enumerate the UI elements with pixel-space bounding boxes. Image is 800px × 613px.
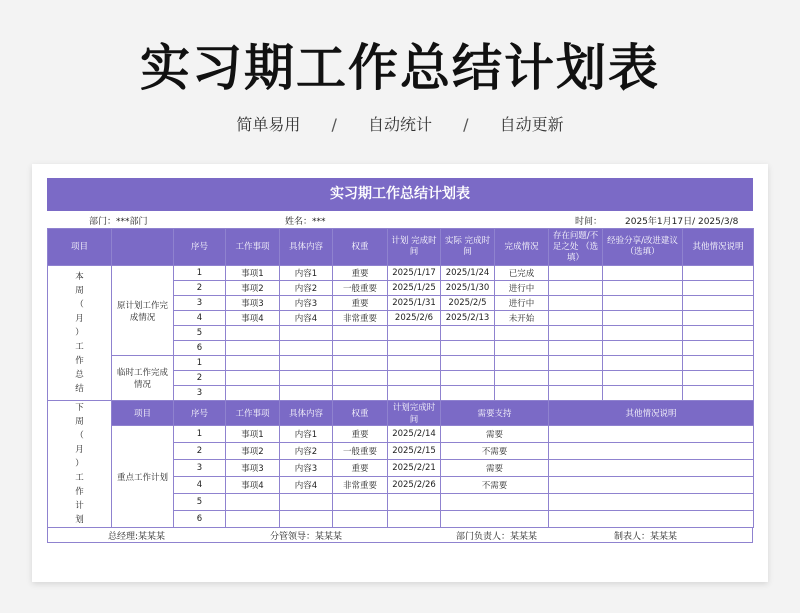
table-cell[interactable]: 2025/2/26 — [388, 477, 441, 494]
table-cell[interactable] — [333, 356, 388, 371]
table-cell[interactable] — [603, 356, 683, 371]
table-cell[interactable] — [441, 494, 549, 511]
table-cell[interactable] — [441, 356, 495, 371]
table-cell[interactable] — [333, 511, 388, 528]
table-cell[interactable]: 1 — [174, 266, 226, 281]
header-cell: 需要支持 — [441, 401, 549, 426]
header-cell: 具体内容 — [280, 229, 333, 266]
key-work-group: 重点工作计划 — [112, 426, 174, 528]
table-cell[interactable] — [441, 386, 495, 401]
table-cell[interactable]: 2025/2/5 — [441, 296, 495, 311]
table-cell[interactable]: 内容1 — [280, 266, 333, 281]
table-cell[interactable] — [280, 341, 333, 356]
table-cell[interactable] — [280, 494, 333, 511]
table-cell[interactable]: 事项1 — [226, 266, 280, 281]
table-cell[interactable] — [549, 341, 603, 356]
table-cell[interactable] — [549, 266, 603, 281]
table-row — [48, 266, 754, 281]
table-cell[interactable] — [603, 386, 683, 401]
table-cell[interactable]: 内容3 — [280, 460, 333, 477]
table-cell[interactable] — [388, 511, 441, 528]
table-cell[interactable] — [333, 386, 388, 401]
table-cell[interactable]: 2025/1/30 — [441, 281, 495, 296]
table-cell[interactable] — [388, 494, 441, 511]
table-cell[interactable]: 已完成 — [495, 266, 549, 281]
header-cell: 经验分享/改进建议 （选填） — [603, 229, 683, 266]
table-cell[interactable] — [226, 494, 280, 511]
header-cell: 完成情况 — [495, 229, 549, 266]
header-cell: 项目 — [112, 401, 174, 426]
table-cell[interactable] — [226, 356, 280, 371]
table-cell[interactable]: 内容1 — [280, 426, 333, 443]
header-row — [48, 229, 754, 266]
table-cell[interactable] — [495, 356, 549, 371]
header-cell: 其他情况说明 — [549, 401, 754, 426]
table-cell[interactable]: 需要 — [441, 426, 549, 443]
header-cell: 其他情况说明 — [683, 229, 754, 266]
table-cell[interactable] — [549, 477, 754, 494]
name-field[interactable]: 姓名：*** — [285, 217, 326, 227]
table-cell[interactable]: 事项2 — [226, 281, 280, 296]
table-cell[interactable] — [280, 326, 333, 341]
table-cell[interactable] — [603, 371, 683, 386]
header-cell: 计划 完成时间 — [388, 229, 441, 266]
table-cell[interactable] — [683, 371, 754, 386]
table-cell[interactable]: 5 — [174, 326, 226, 341]
header-cell: 实际 完成时间 — [441, 229, 495, 266]
header-cell: 存在问题/不 足之处 （选填） — [549, 229, 603, 266]
table-cell[interactable] — [549, 511, 754, 528]
table-cell[interactable]: 未开始 — [495, 311, 549, 326]
subtitle — [0, 112, 800, 135]
table-cell[interactable]: 进行中 — [495, 281, 549, 296]
sheet-title[interactable]: 实习期工作总结计划表 — [47, 178, 753, 211]
table-cell[interactable] — [683, 266, 754, 281]
table-cell[interactable] — [549, 326, 603, 341]
table-cell[interactable] — [333, 326, 388, 341]
subtitle-separator: / — [463, 115, 469, 134]
table-cell[interactable] — [549, 281, 603, 296]
header-cell: 序号 — [174, 229, 226, 266]
sheet-card — [32, 164, 768, 582]
table-cell[interactable]: 1 — [174, 356, 226, 371]
table-cell[interactable]: 3 — [174, 460, 226, 477]
time-label: 时间： — [575, 217, 603, 227]
table-cell[interactable] — [388, 386, 441, 401]
table-cell[interactable]: 2025/2/15 — [388, 443, 441, 460]
table-cell[interactable]: 事项4 — [226, 477, 280, 494]
this-week-label: 本 周 （ 月 ） 工 作 总 结 — [48, 266, 112, 401]
table-cell[interactable] — [683, 386, 754, 401]
table-cell[interactable]: 事项1 — [226, 426, 280, 443]
header-cell: 计划完成时间 — [388, 401, 441, 426]
table-cell[interactable]: 不需要 — [441, 477, 549, 494]
table-cell[interactable] — [280, 386, 333, 401]
table-cell[interactable]: 2025/2/21 — [388, 460, 441, 477]
table-cell[interactable]: 重要 — [333, 426, 388, 443]
table-cell[interactable]: 2025/2/13 — [441, 311, 495, 326]
subtitle-auto-stats: 自动统计 — [367, 115, 432, 134]
table-cell[interactable] — [280, 371, 333, 386]
table-cell[interactable] — [603, 311, 683, 326]
dept-head-signature[interactable]: 部门负责人：某某某 — [456, 532, 538, 542]
table-cell[interactable]: 事项4 — [226, 311, 280, 326]
table-cell[interactable] — [549, 426, 754, 443]
header-cell: 工作事项 — [226, 229, 280, 266]
table-cell[interactable] — [333, 371, 388, 386]
table-cell[interactable]: 内容4 — [280, 311, 333, 326]
table-cell[interactable] — [280, 356, 333, 371]
table-cell[interactable] — [226, 341, 280, 356]
table-cell[interactable]: 4 — [174, 311, 226, 326]
table-cell[interactable] — [603, 296, 683, 311]
leader-signature[interactable]: 分管领导：某某某 — [270, 532, 343, 542]
table-cell[interactable] — [549, 296, 603, 311]
table-cell[interactable] — [549, 356, 603, 371]
table-cell[interactable]: 3 — [174, 296, 226, 311]
table-cell[interactable]: 重要 — [333, 296, 388, 311]
table-cell[interactable]: 内容2 — [280, 281, 333, 296]
table-cell[interactable]: 2025/1/24 — [441, 266, 495, 281]
table-cell[interactable] — [441, 371, 495, 386]
table-cell[interactable]: 5 — [174, 494, 226, 511]
table-cell[interactable]: 2025/2/6 — [388, 311, 441, 326]
table-cell[interactable] — [441, 511, 549, 528]
table-cell[interactable]: 重要 — [333, 266, 388, 281]
signature-row — [47, 528, 753, 543]
table-cell[interactable] — [226, 386, 280, 401]
table-cell[interactable]: 内容2 — [280, 443, 333, 460]
table-cell[interactable]: 内容3 — [280, 296, 333, 311]
table-cell[interactable] — [683, 311, 754, 326]
time-value[interactable]: 2025年1月17日/ 2025/3/8 — [625, 217, 739, 227]
table-cell[interactable]: 事项3 — [226, 460, 280, 477]
table-cell[interactable] — [549, 443, 754, 460]
header-cell: 权重 — [333, 229, 388, 266]
table-cell[interactable] — [333, 494, 388, 511]
table-cell[interactable]: 6 — [174, 341, 226, 356]
next-week-header-row — [48, 401, 754, 426]
table-cell[interactable] — [495, 341, 549, 356]
table-cell[interactable] — [603, 266, 683, 281]
table-cell[interactable]: 内容4 — [280, 477, 333, 494]
table-cell[interactable]: 2025/2/14 — [388, 426, 441, 443]
table-cell[interactable]: 非常重要 — [333, 477, 388, 494]
table-row — [48, 356, 754, 371]
table-cell[interactable] — [683, 326, 754, 341]
table-cell[interactable] — [441, 341, 495, 356]
header-cell — [112, 229, 174, 266]
gm-signature[interactable]: 总经理:某某某 — [108, 532, 166, 542]
planned-work-group: 原计划工作完 成情况 — [112, 266, 174, 356]
table-cell[interactable] — [495, 386, 549, 401]
table-cell[interactable]: 2 — [174, 281, 226, 296]
table-cell[interactable] — [549, 494, 754, 511]
table-cell[interactable] — [280, 511, 333, 528]
table-cell[interactable] — [683, 356, 754, 371]
table-cell[interactable] — [683, 281, 754, 296]
summary-table — [47, 228, 754, 528]
table-cell[interactable] — [388, 356, 441, 371]
table-cell[interactable]: 2 — [174, 443, 226, 460]
table-cell[interactable] — [441, 326, 495, 341]
table-cell[interactable]: 6 — [174, 511, 226, 528]
table-cell[interactable]: 2 — [174, 371, 226, 386]
table-cell[interactable] — [226, 371, 280, 386]
table-cell[interactable]: 一般重要 — [333, 443, 388, 460]
table-cell[interactable]: 非常重要 — [333, 311, 388, 326]
table-cell[interactable] — [603, 326, 683, 341]
table-cell[interactable] — [495, 326, 549, 341]
table-cell[interactable]: 需要 — [441, 460, 549, 477]
header-cell: 序号 — [174, 401, 226, 426]
table-cell[interactable] — [226, 326, 280, 341]
table-cell[interactable]: 2025/1/31 — [388, 296, 441, 311]
table-cell[interactable]: 事项2 — [226, 443, 280, 460]
next-week-label: 下 周 （ 月 ） 工 作 计 划 — [48, 401, 112, 528]
meta-row — [47, 211, 753, 228]
header-cell: 具体内容 — [280, 401, 333, 426]
table-cell[interactable] — [549, 311, 603, 326]
table-row — [48, 426, 754, 443]
subtitle-auto-update: 自动更新 — [499, 115, 564, 134]
subtitle-easy: 简单易用 — [236, 115, 301, 134]
table-cell[interactable] — [549, 371, 603, 386]
header-cell: 权重 — [333, 401, 388, 426]
temporary-work-group: 临时工作完成 情况 — [112, 356, 174, 401]
table-cell[interactable] — [333, 341, 388, 356]
table-cell[interactable] — [226, 511, 280, 528]
table-cell[interactable]: 2025/1/17 — [388, 266, 441, 281]
table-cell[interactable] — [549, 386, 603, 401]
sheet — [47, 178, 753, 543]
maker-signature[interactable]: 制表人：某某某 — [614, 532, 678, 542]
table-cell[interactable] — [549, 460, 754, 477]
header-cell: 工作事项 — [226, 401, 280, 426]
table-cell[interactable]: 不需要 — [441, 443, 549, 460]
table-cell[interactable]: 重要 — [333, 460, 388, 477]
table-cell[interactable]: 3 — [174, 386, 226, 401]
table-cell[interactable] — [603, 341, 683, 356]
table-cell[interactable] — [603, 281, 683, 296]
table-cell[interactable]: 4 — [174, 477, 226, 494]
table-cell[interactable]: 事项3 — [226, 296, 280, 311]
table-cell[interactable] — [683, 341, 754, 356]
table-cell[interactable]: 1 — [174, 426, 226, 443]
table-cell[interactable]: 2025/1/25 — [388, 281, 441, 296]
header-cell: 项目 — [48, 229, 112, 266]
table-cell[interactable]: 一般重要 — [333, 281, 388, 296]
table-cell[interactable] — [388, 326, 441, 341]
table-cell[interactable] — [388, 341, 441, 356]
dept-field[interactable]: 部门：***部门 — [89, 217, 148, 227]
hero-title: 实习期工作总结计划表 — [140, 39, 660, 97]
table-cell[interactable] — [683, 296, 754, 311]
table-cell[interactable] — [388, 371, 441, 386]
table-cell[interactable]: 进行中 — [495, 296, 549, 311]
subtitle-separator: / — [331, 115, 337, 134]
table-cell[interactable] — [495, 371, 549, 386]
